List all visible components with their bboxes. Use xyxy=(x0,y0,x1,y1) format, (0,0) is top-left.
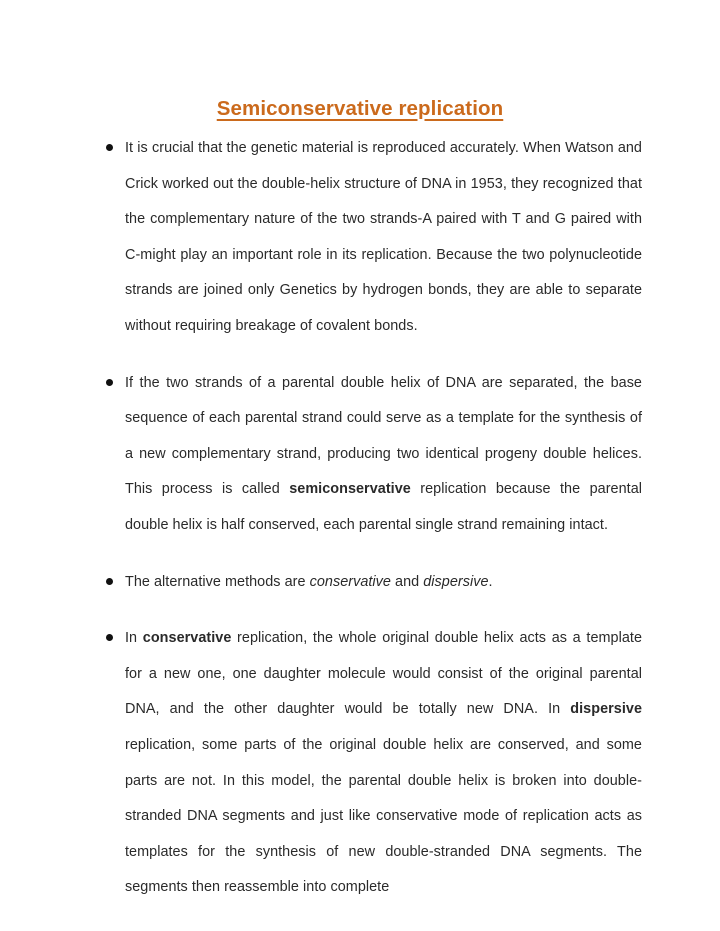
emphasis-italic: conservative xyxy=(309,573,391,590)
list-item-text xyxy=(125,131,642,345)
list-item-text xyxy=(125,621,642,906)
text-run: replication, some parts of the original double helix are conserved, and some parts are not. In this model, the parental double helix is broken into double-stranded DNA segments and just like conservative mode of replication acts as templates for the synthesis of new double-stranded DNA segments. The segments then reassemble into complete xyxy=(125,736,642,896)
text-run: replication because the parental double helix is half conserved, each parental single strand remaining intact. xyxy=(125,481,642,533)
text-run: and xyxy=(390,573,424,590)
text-run: The alternative methods are xyxy=(125,573,310,590)
list-item-text xyxy=(125,366,642,544)
emphasis-bold: conservative xyxy=(142,630,232,647)
emphasis-italic: dispersive xyxy=(423,573,489,590)
text-run: replication, the whole original double helix acts as a template for a new one, one daughter molecule would consist of the original parental DNA, and the other daughter would be totally new DNA. In xyxy=(125,630,643,718)
bullet-point-icon xyxy=(106,634,113,641)
text-run: If the two strands of a parental double helix of DNA are separated, the base sequence of each parental strand could serve as a template for the synthesis of a new complementary strand, producing two identical progeny double helices. This process is called xyxy=(125,374,642,498)
emphasis-bold: dispersive xyxy=(570,701,642,718)
bullet-point-icon xyxy=(106,379,113,386)
text-run: . xyxy=(488,573,493,590)
text-run: In xyxy=(125,630,143,647)
emphasis-bold: semiconservative xyxy=(289,481,411,498)
text-run: It is crucial that the genetic material is reproduced accurately. When Watson and Crick worked out the double-helix structure of DNA in 1953, they recognized that the complementary nature of the two strands-A paired with T and G paired with C-might play an important role in its replication. Because the two polynucleotide strands are joined only Genetics by hydrogen bonds, they are able to separate without requiring breakage of covalent bonds. xyxy=(125,140,642,334)
page-title: Semiconservative replication xyxy=(216,96,504,120)
document-body xyxy=(106,131,642,906)
bullet-point-icon xyxy=(106,144,113,151)
list-item-text xyxy=(125,565,642,601)
list-item xyxy=(106,366,642,544)
list-item xyxy=(106,565,642,601)
bullet-point-icon xyxy=(106,578,113,585)
list-item xyxy=(106,621,642,906)
list-item xyxy=(106,131,642,345)
